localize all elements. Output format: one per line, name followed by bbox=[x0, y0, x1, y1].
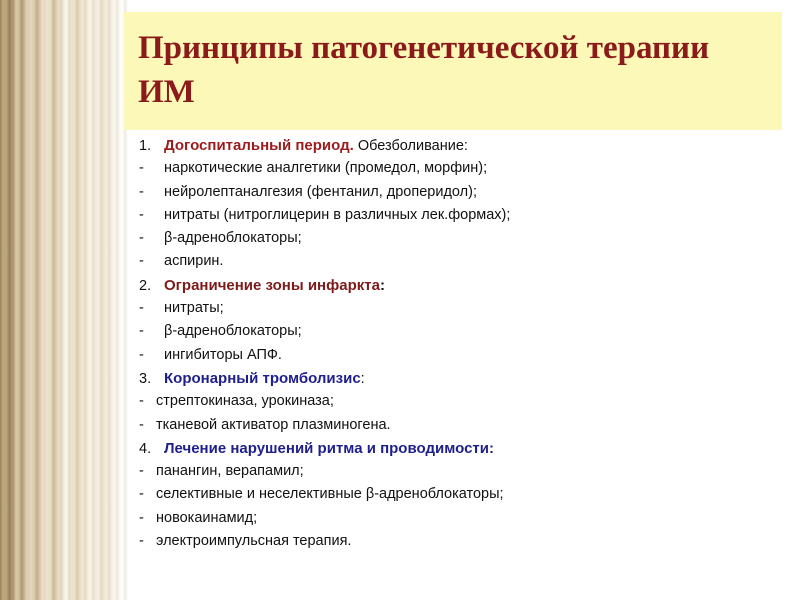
bullet-dash: - bbox=[139, 206, 144, 223]
list-item-text: селективные и неселективные β-адреноблокаторы; bbox=[156, 486, 504, 503]
list-item-text: β-адреноблокаторы; bbox=[164, 323, 302, 340]
list-item-text: электроимпульсная терапия. bbox=[156, 533, 352, 550]
list-item-text: нейролептаналгезия (фентанил, дроперидол); bbox=[164, 183, 477, 200]
list-item bbox=[139, 414, 779, 437]
bullet-dash: - bbox=[139, 486, 144, 503]
list-item bbox=[139, 227, 779, 250]
list-item bbox=[139, 204, 779, 227]
list-item-text: стрептокиназа, урокиназа; bbox=[156, 393, 334, 410]
section-colon: : bbox=[488, 439, 494, 457]
list-item bbox=[139, 460, 779, 483]
list-item bbox=[139, 530, 779, 553]
section-number: 2. bbox=[139, 277, 152, 294]
title-banner bbox=[124, 12, 782, 130]
list-item bbox=[139, 297, 779, 320]
bullet-dash: - bbox=[139, 463, 144, 480]
list-item bbox=[139, 320, 779, 343]
section-number: 1. bbox=[139, 138, 152, 154]
section-title: Коронарный тромболизис bbox=[164, 369, 361, 387]
list-item-text: тканевой активатор плазминогена. bbox=[156, 416, 391, 433]
section-title: Догоспитальный период. bbox=[164, 137, 354, 154]
decorative-left-border bbox=[0, 0, 128, 600]
list-item bbox=[139, 390, 779, 413]
list-item bbox=[139, 157, 779, 180]
bullet-dash: - bbox=[139, 300, 144, 317]
bullet-dash: - bbox=[139, 533, 144, 550]
list-item bbox=[139, 483, 779, 506]
bullet-dash: - bbox=[139, 416, 144, 433]
section-heading-1 bbox=[139, 134, 779, 157]
bullet-dash: - bbox=[139, 253, 144, 270]
slide-content bbox=[139, 134, 779, 553]
section-title: Лечение нарушений ритма и проводимости bbox=[164, 439, 489, 457]
section-number: 4. bbox=[139, 440, 152, 457]
list-item-text: панангин, верапамил; bbox=[156, 463, 304, 480]
section-colon: : bbox=[463, 138, 468, 154]
page-title: Принципы патогенетической терапии ИМ bbox=[138, 30, 710, 110]
list-item-text: нитраты; bbox=[164, 300, 224, 317]
bullet-dash: - bbox=[139, 509, 144, 526]
section-heading-3 bbox=[139, 367, 779, 390]
bullet-dash: - bbox=[139, 160, 144, 177]
bullet-dash: - bbox=[139, 183, 144, 200]
list-item bbox=[139, 507, 779, 530]
list-item-text: нитраты (нитроглицерин в различных лек.формах); bbox=[164, 206, 511, 223]
list-item bbox=[139, 344, 779, 367]
list-item-text: наркотические аналгетики (промедол, морфин); bbox=[164, 160, 488, 177]
section-heading-4 bbox=[139, 437, 779, 460]
list-item-text: новокаинамид; bbox=[156, 509, 258, 526]
bullet-dash: - bbox=[139, 346, 144, 363]
bullet-dash: - bbox=[139, 323, 144, 340]
section-colon: : bbox=[360, 370, 365, 387]
section-heading-2 bbox=[139, 274, 779, 297]
list-item-text: аспирин. bbox=[164, 253, 224, 270]
list-item bbox=[139, 250, 779, 273]
bullet-dash: - bbox=[139, 230, 144, 247]
list-item-text: β-адреноблокаторы; bbox=[164, 230, 302, 247]
section-title-suffix: Обезболивание bbox=[357, 138, 464, 154]
section-number: 3. bbox=[139, 370, 152, 387]
list-item-text: ингибиторы АПФ. bbox=[164, 346, 282, 363]
section-colon: : bbox=[379, 276, 385, 294]
bullet-dash: - bbox=[139, 393, 144, 410]
section-title: Ограничение зоны инфаркта bbox=[164, 276, 380, 294]
list-item bbox=[139, 181, 779, 204]
